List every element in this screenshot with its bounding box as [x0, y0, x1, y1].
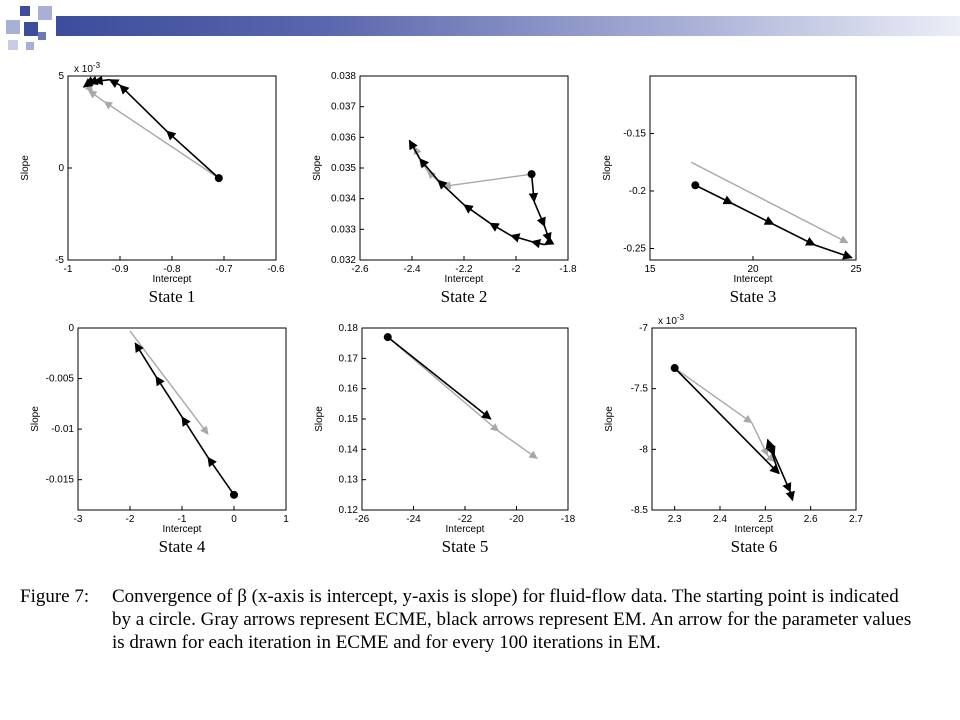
x-tick-label: -3 — [73, 514, 83, 525]
y-tick-label: -0.015 — [45, 474, 74, 486]
x-tick-label: -1.8 — [559, 264, 577, 275]
plot-frame — [362, 328, 568, 510]
y-tick-label: 0.032 — [330, 255, 356, 266]
x-tick-label: 15 — [644, 264, 656, 275]
x-axis-label: Intercept — [152, 274, 192, 285]
x-tick-label: -2 — [125, 514, 135, 525]
y-tick-label: 0.12 — [338, 505, 358, 516]
y-tick-label: 0 — [58, 163, 64, 174]
y-axis-label: Slope — [314, 406, 325, 432]
y-tick-label: -0.2 — [628, 186, 646, 197]
deco-square — [8, 40, 18, 50]
x-tick-label: -2 — [511, 264, 521, 275]
chart-panel-1 — [20, 61, 285, 306]
x-tick-label: -18 — [560, 514, 576, 525]
x-tick-label: -0.8 — [163, 264, 181, 275]
deco-square — [38, 32, 46, 40]
x-axis-label: Intercept — [734, 524, 774, 535]
panel-title: State 4 — [158, 537, 206, 556]
y-tick-label: -0.15 — [623, 128, 646, 140]
chart-panel-5 — [314, 323, 576, 556]
y-tick-label: -0.005 — [45, 373, 74, 385]
x-tick-label: 2.5 — [758, 514, 773, 525]
x-tick-label: -20 — [509, 514, 524, 525]
x-tick-label: 2.7 — [849, 514, 863, 525]
y-tick-label: 0.033 — [330, 224, 356, 236]
plot-frame — [78, 328, 286, 510]
y-tick-label: -0.01 — [51, 424, 74, 436]
deco-square — [6, 20, 20, 34]
start-point — [230, 491, 238, 499]
x-axis-label: Intercept — [444, 274, 484, 285]
y-tick-label: 0.034 — [330, 193, 356, 205]
y-tick-label: 5 — [58, 71, 64, 82]
y-tick-label: 0.13 — [338, 474, 358, 486]
panel-title: State 3 — [729, 287, 777, 306]
panel-title: State 6 — [730, 537, 778, 556]
y-tick-label: -7 — [639, 323, 648, 334]
axis-exponent: x $10^{-3}$ — [74, 61, 101, 75]
figure-panels — [0, 58, 960, 568]
y-tick-label: 0 — [68, 323, 74, 334]
y-tick-label: 0.16 — [338, 383, 358, 395]
x-tick-label: -1 — [63, 264, 73, 275]
x-axis-label: Intercept — [162, 524, 202, 535]
x-tick-label: -0.9 — [111, 264, 129, 275]
start-point — [691, 181, 699, 189]
x-tick-label: -24 — [406, 514, 421, 525]
y-tick-label: -8.5 — [630, 505, 648, 516]
x-tick-label: -2.4 — [403, 264, 421, 275]
plot-frame — [652, 328, 856, 510]
deco-square — [20, 6, 30, 16]
x-tick-label: -22 — [457, 514, 473, 525]
y-tick-label: 0.17 — [338, 353, 358, 365]
start-point — [215, 174, 223, 182]
deco-square — [24, 22, 38, 36]
x-axis-label: Intercept — [445, 524, 485, 535]
caption-text: Convergence of β (x-axis is intercept, y-axis is slope) for fluid-flow data. The starting point is indicated by a circle. Gray arrows represent ECME, black arrows represent EM. An arrow for the parameter values is drawn for each iteration in ECME and for every 100 iterations in EM. — [112, 586, 912, 653]
x-tick-label: -2.2 — [455, 264, 473, 275]
chart-panel-4 — [30, 323, 289, 556]
panel-title: State 2 — [440, 287, 488, 306]
deco-square — [38, 6, 52, 20]
x-tick-label: 25 — [850, 264, 862, 275]
y-tick-label: 0.18 — [338, 323, 358, 334]
start-point — [528, 170, 536, 178]
x-tick-label: -0.7 — [215, 264, 233, 275]
x-tick-label: 2.6 — [803, 514, 818, 525]
x-tick-label: 2.3 — [667, 514, 682, 525]
panel-title: State 5 — [441, 537, 489, 556]
y-tick-label: 0.035 — [330, 163, 356, 174]
chart-panel-3 — [602, 76, 862, 306]
figure-caption — [20, 585, 920, 654]
y-axis-label: Slope — [30, 406, 41, 432]
y-axis-label: Slope — [602, 155, 613, 181]
y-tick-label: -7.5 — [630, 383, 648, 395]
y-tick-label: -0.25 — [623, 243, 646, 255]
plot-frame — [68, 76, 276, 260]
plot-frame — [650, 76, 856, 260]
axis-exponent: x $10^{-3}$ — [658, 313, 685, 327]
caption-label: Figure 7: — [20, 586, 90, 607]
y-tick-label: -5 — [55, 255, 64, 266]
chart-panel-6 — [604, 313, 863, 556]
start-point — [671, 364, 679, 372]
x-axis-label: Intercept — [733, 274, 773, 285]
y-axis-label: Slope — [604, 406, 615, 432]
y-axis-label: Slope — [20, 155, 31, 181]
x-tick-label: -26 — [354, 514, 370, 525]
x-tick-label: -0.6 — [267, 264, 285, 275]
chart-panel-2 — [312, 71, 577, 306]
start-point — [384, 333, 392, 341]
y-tick-label: 0.038 — [330, 71, 356, 82]
y-tick-label: 0.036 — [330, 132, 356, 144]
x-tick-label: 2.4 — [713, 514, 727, 525]
y-tick-label: 0.14 — [338, 444, 358, 456]
deco-square — [26, 42, 34, 50]
x-tick-label: -1 — [177, 514, 187, 525]
x-tick-label: 0 — [231, 514, 237, 525]
y-tick-label: -8 — [639, 444, 648, 456]
x-tick-label: 1 — [283, 514, 289, 525]
x-tick-label: -2.6 — [351, 264, 369, 275]
y-tick-label: 0.037 — [330, 101, 356, 113]
plot-frame — [360, 76, 568, 260]
title-banner — [56, 16, 960, 36]
x-tick-label: 20 — [747, 264, 759, 275]
y-axis-label: Slope — [312, 155, 323, 181]
panel-title: State 1 — [148, 287, 196, 306]
y-tick-label: 0.15 — [338, 414, 358, 425]
